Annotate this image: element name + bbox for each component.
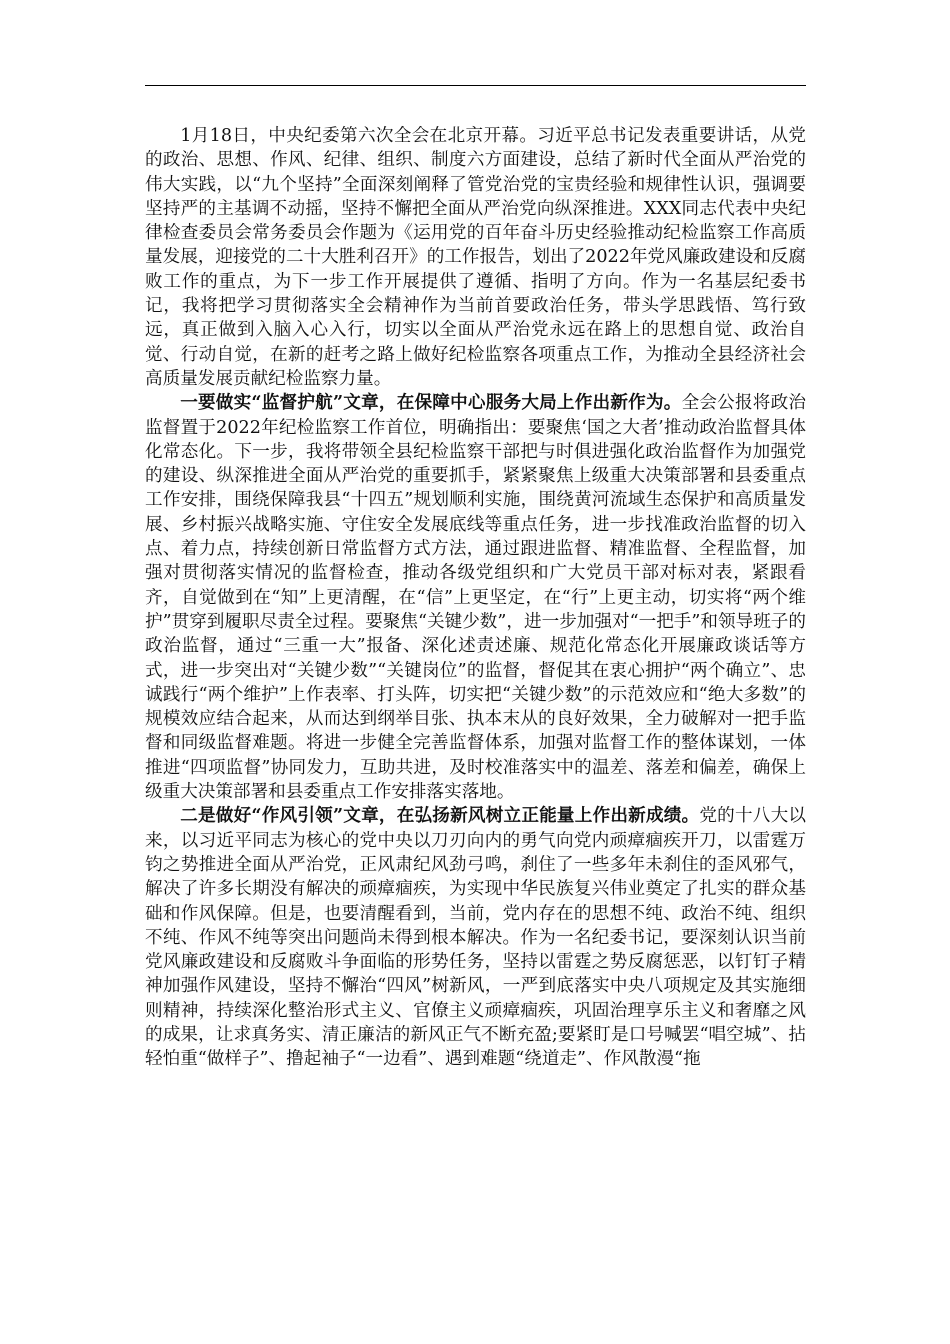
document-body (145, 124, 806, 1072)
paragraph-text: 党的十八大以来，以习近平同志为核心的党中央以刀刃向内的勇气向党内顽瘴痼疾开刀，以雷霆万钧之势推进全面从严治党，正风肃纪风劲弓鸣，刹住了一些多年未刹住的歪风邪气，解决了许多长期没有解决的顽瘴痼疾，为实现中华民族复兴伟业奠定了扎实的群众基础和作风保障。但是，也要清醒看到，当前，党内存在的思想不纯、政治不纯、组织不纯、作风不纯等突出问题尚未得到根本解决。作为一名纪委书记，要深刻认识当前党风廉政建设和反腐败斗争面临的形势任务，坚持以雷霆之势反腐惩恶，以钉钉子精神加强作风建设，坚持不懈治“四风”树新风，一严到底落实中央八项规定及其实施细则精神，持续深化整治形式主义、官僚主义顽瘴痼疾，巩固治理享乐主义和奢靡之风的成果，让求真务实、清正廉洁的新风正气不断充盈;要紧盯是口号喊罢“唱空城”、拈轻怕重“做样子”、撸起袖子“一边看”、遇到难题“绕道走”、作风散漫“拖 (145, 806, 806, 1070)
intro-paragraph (145, 124, 806, 391)
supervision-paragraph (145, 391, 806, 804)
header-rule (145, 85, 806, 86)
paragraph-lead: 二是做好“作风引领”文章，在弘扬新风树立正能量上作出新成绩。 (180, 805, 700, 827)
work-style-paragraph (145, 804, 806, 1071)
paragraph-text: 全会公报将政治监督置于2022年纪检监察工作首位，明确指出：要聚焦‘国之大者’推动政治监督具体化常态化。下一步，我将带领全县纪检监察干部把与时俱进强化政治监督作为加强党的建设、纵深推进全面从严治党的重要抓手，紧紧聚焦上级重大决策部署和县委重点工作安排，围绕保障我县“十四五”规划顺利实施，围绕黄河流域生态保护和高质量发展、乡村振兴战略实施、守住安全发展底线等重点任务，进一步找准政治监督的切入点、着力点，持续创新日常监督方式方法，通过跟进监督、精准监督、全程监督，加强对贯彻落实情况的监督检查，推动各级党组织和广大党员干部对标对表，紧跟看齐，自觉做到在“知”上更清醒，在“信”上更坚定，在“行”上更主动，切实将“两个维护”贯穿到履职尽责全过程。要聚焦“关键少数”，进一步加强对“一把手”和领导班子的政治监督，通过“三重一大”报备、深化述责述廉、规范化常态化开展廉政谈话等方式，进一步突出对“关键少数”“关键岗位”的监督，督促其在衷心拥护“两个确立”、忠诚践行“两个维护”上作表率、打头阵，切实把“关键少数”的示范效应和“绝大多数”的规模效应结合起来，从而达到纲举目张、执本末从的良好效果，全力破解对一把手监督和同级监督难题。将进一步健全完善监督体系，加强对监督工作的整体谋划，一体推进“四项监督”协同发力，互助共进，及时校准落实中的温差、落差和偏差，确保上级重大决策部署和县委重点工作安排落实落地。 (145, 393, 806, 803)
paragraph-text: 1月18日，中央纪委第六次全会在北京开幕。习近平总书记发表重要讲话，从党的政治、思想、作风、纪律、组织、制度六方面建设，总结了新时代全面从严治党的伟大实践，以“九个坚持”全面深刻阐释了管党治党的宝贵经验和规律性认识，强调要坚持严的主基调不动摇，坚持不懈把全面从严治党向纵深推进。XXX同志代表中央纪律检查委员会常务委员会作题为《运用党的百年奋斗历史经验推动纪检监察工作高质量发展，迎接党的二十大胜利召开》的工作报告，划出了2022年党风廉政建设和反腐败工作的重点，为下一步工作开展提供了遵循、指明了方向。作为一名基层纪委书记，我将把学习贯彻落实全会精神作为当前首要政治任务，带头学思践悟、笃行致远，真正做到入脑入心入行，切实以全面从严治党永远在路上的思想自觉、政治自觉、行动自觉，在新的赶考之路上做好纪检监察各项重点工作，为推动全县经济社会高质量发展贡献纪检监察力量。 (145, 126, 806, 389)
paragraph-lead: 一要做实“监督护航”文章，在保障中心服务大局上作出新作为。 (180, 392, 682, 414)
